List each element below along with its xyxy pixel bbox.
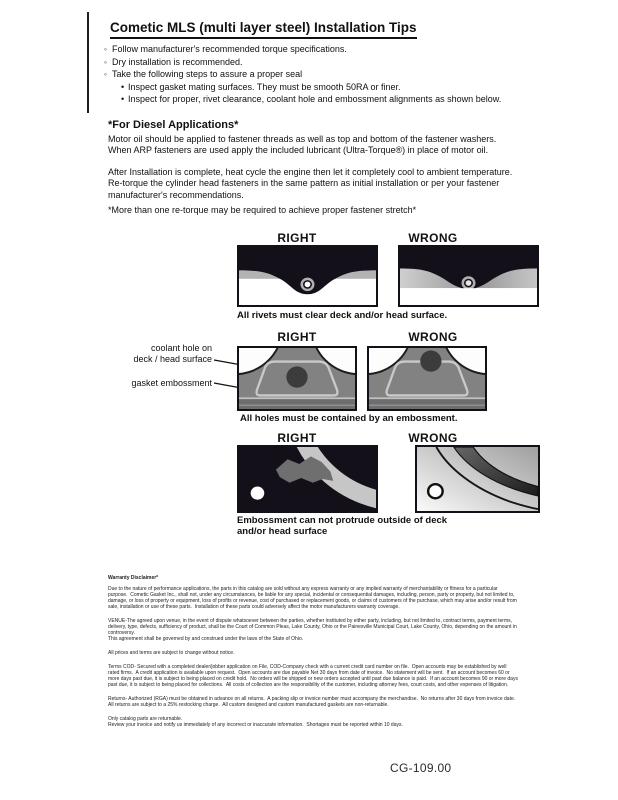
right-label-row2: RIGHT [277, 330, 317, 344]
sub-list-item [121, 93, 501, 106]
gasket-embossment-callout: gasket embossment [131, 378, 212, 388]
list-item-text: Dry installation is recommended. [112, 56, 243, 67]
diagram-caption-row3: Embossment can not protrude outside of deck and/or head surface [237, 515, 448, 537]
list-item [104, 56, 501, 69]
rivet-right-art [239, 247, 376, 305]
warranty-heading: Warranty Disclaimer* [108, 575, 159, 581]
bolt-hole [428, 484, 443, 498]
scan-edge-line [87, 12, 89, 113]
embossment-right-diagram [237, 346, 357, 411]
deck-edge-wrong-diagram [415, 445, 540, 513]
wrong-label-row3: WRONG [408, 431, 458, 445]
warranty-paragraph: Only catalog parts are returnable. [108, 716, 183, 722]
diagram-caption-row1: All rivets must clear deck and/or head surface. [237, 310, 448, 321]
warranty-paragraph: Due to the nature of performance applications, the parts in this catalog are sold without any express warranty or any implied warranty of merchantability or fitness for a particular purpose. Cometic Gasket Inc., shall not, under any circumstances, be liable for any special, incidental or consequential damages, including, person, party or property, but not limited to, damage, or loss of property or equipment, loss of profits or revenue, cost of purchased or replacement goods, or claims of customers of the purchase, which may arise and/or result from sale, installation or use of these parts. Installation of these parts could adversely affect the motor manufacturers warranty coverage. [108, 586, 519, 610]
bolt-hole [251, 487, 265, 500]
rivet-wrong-art [400, 247, 537, 305]
diagram-caption-row2: All holes must be contained by an embossment. [240, 413, 458, 424]
warranty-disclaimer [108, 575, 518, 736]
open-bullet-icon: ◦ [104, 56, 108, 67]
open-bullet-icon: ◦ [104, 69, 108, 80]
rivet-wrong-diagram [398, 245, 539, 307]
retorque-note: *More than one re-torque may be required to achieve proper fastener stretch* [108, 205, 417, 215]
warranty-paragraph: VENUE-The agreed upon venue, in the event of dispute whatsoever between the parties, whether instituted by either party, including, but not limited to, contract terms, payment terms, delivery, type, defects, sufficiency of product, shall be the Court of Common Pleas, Lake County, Ohio or the Painesville Municipal Court, Lake County, Ohio, depending on the amount in controversy. [108, 618, 519, 636]
coolant-hole [286, 366, 307, 387]
installation-tips-list [104, 43, 501, 106]
warranty-paragraph: Returns- Authorized (RGA) must be obtained in advance on all returns. A packing slip or invoice number must accompany the merchandise. No returns after 30 days from invoice date. All returns are subject to a 25% restocking charge. All custom designed and custom manufactured gaskets are non-returnable. [108, 696, 518, 708]
doc-code: CG-109.00 [390, 761, 452, 775]
open-bullet-icon: ◦ [104, 44, 108, 54]
embossment-right-art [239, 348, 355, 409]
list-item [104, 43, 501, 56]
warranty-paragraph: All prices and terms are subject to change without notice. [108, 650, 235, 656]
right-label-row3: RIGHT [277, 431, 317, 445]
deck-cut-line [400, 288, 537, 305]
bullet-dot-icon: • [121, 81, 125, 92]
warranty-paragraph: Review your invoice and notify us immediately of any incorrect or inaccurate information. Shortages must be reported within 10 days. [108, 722, 403, 728]
deck-edge-right-art [239, 447, 376, 511]
diesel-paragraph-1: Motor oil should be applied to fastener threads as well as top and bottom of the fastener washers. When ARP fasteners are used apply the included lubricant (Ultra-Torque®) in place of motor oil. [108, 134, 497, 156]
embossment-wrong-art [369, 348, 485, 409]
warranty-paragraph: This agreement shall be governed by and construed under the laws of the State of Ohio. [108, 636, 304, 642]
embossment-wrong-diagram [367, 346, 487, 411]
diesel-applications-heading: *For Diesel Applications* [108, 119, 239, 131]
warranty-paragraph: Terms COD- Secured with a completed dealer/jobber application on File, COD-Company check with a current credit card number on file. Open accounts may be established by well rated firms. A credit application is available upon request. Open accounts are due payable Net 30 days from date of invoice. No statement will be sent. If an account becomes 60 or more days past due, it is subject to being placed on credit hold. No orders will be shipped or new orders accepted until past due balance is paid. If an account becomes 90 or more days past due, it is subject to being placed for collections. All costs of collection are the responsibility of the customer, including attorney fees, court costs, and other expenses of litigation. [108, 664, 520, 688]
list-item-text: Inspect gasket mating surfaces. They must be smooth 50RA or finer. [128, 81, 401, 92]
list-item-text: Take the following steps to assure a proper seal [112, 69, 303, 80]
right-label-row1: RIGHT [277, 231, 317, 245]
coolant-hole [420, 350, 441, 371]
page-title: Cometic MLS (multi layer steel) Installation Tips [110, 20, 417, 39]
deck-edge-wrong-art [417, 447, 538, 511]
wrong-label-row1: WRONG [408, 231, 458, 245]
list-item-text: Inspect for proper, rivet clearance, coolant hole and embossment alignments as shown below. [128, 94, 502, 105]
deck-edge-right-diagram [237, 445, 378, 513]
list-item-text: Follow manufacturer's recommended torque specifications. [112, 44, 347, 54]
wrong-label-row2: WRONG [408, 330, 458, 344]
bullet-dot-icon: • [121, 94, 125, 105]
rivet-right-diagram [237, 245, 378, 307]
sub-list-item [121, 81, 501, 94]
diesel-paragraph-2: After Installation is complete, heat cycle the engine then let it completely cool to ambient temperature. Re-torque the cylinder head fasteners in the same pattern as initial installation or per your fastener manufacturer's recommendations. [108, 167, 513, 200]
list-item [104, 68, 501, 81]
coolant-hole-callout: coolant hole on deck / head surface [133, 343, 212, 364]
